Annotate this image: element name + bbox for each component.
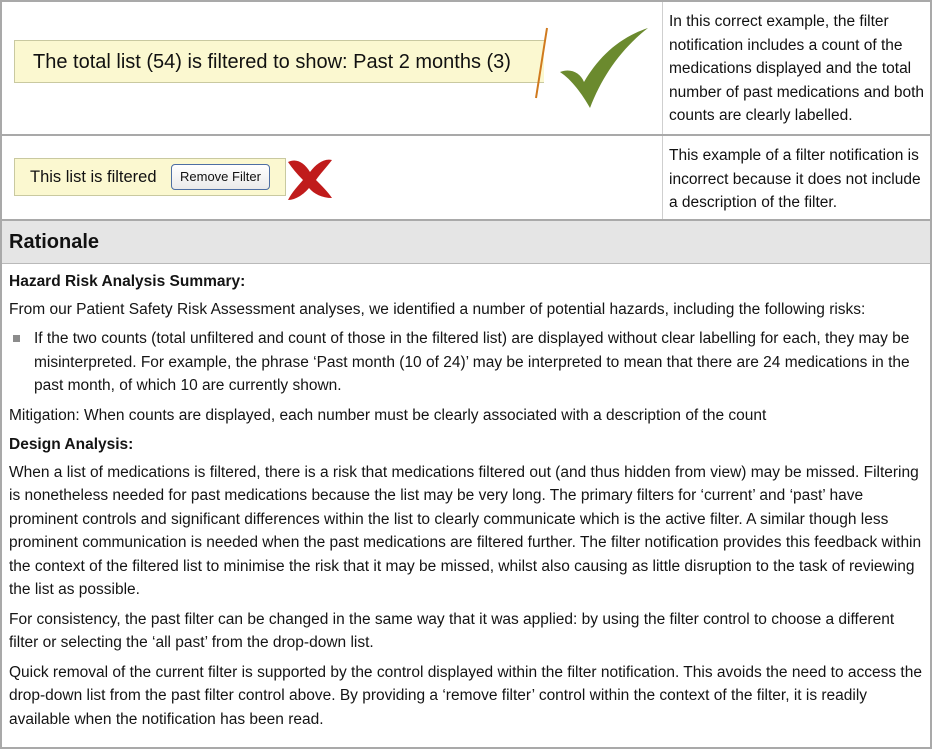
design-paragraph-1: When a list of medications is filtered, there is a risk that medications filtered out (and thus hidden from view) may be missed. Filtering is nonetheless needed for past medications because the list may be very long. The primary filters for ‘current’ and ‘past’ have prominent controls and significant differences within the list to clearly communicate which is the active filter. A similar though less prominent communication is needed when the past medications are filtered further. The filter notification provides this feedback within the context of the filtered list to minimise the risk that it may be missed, whilst also causing as little disruption to the task of reviewing the list as possible. [9, 463, 922, 598]
check-icon [558, 24, 650, 112]
remove-filter-button[interactable]: Remove Filter [171, 164, 270, 190]
cross-icon [282, 154, 338, 202]
incorrect-example-cell [2, 136, 663, 219]
correct-filter-notification: The total list (54) is filtered to show: Past 2 months (3) [14, 40, 544, 83]
incorrect-example-row [2, 136, 930, 221]
design-heading: Design Analysis: [9, 436, 134, 453]
incorrect-filter-notification [14, 158, 286, 196]
torn-edge-icon [532, 24, 552, 104]
hazard-bullet-text: If the two counts (total unfiltered and count of those in the filtered list) are displayed without clear labelling for each, they may be misinterpreted. For example, the phrase ‘Past month (10 of 24)’ may be interpreted to mean that there are 24 medications in the past month, of which 10 are currently shown. [34, 330, 910, 394]
filter-status-text: This list is filtered [30, 168, 157, 186]
design-paragraph-3: Quick removal of the current filter is supported by the control displayed within the filter notification. This avoids the need to access the drop-down list from the past filter control above. By providing a ‘remove filter’ control within the context of the filter, it is readily available when the notification has been read. [9, 663, 922, 728]
hazard-heading: Hazard Risk Analysis Summary: [9, 273, 246, 290]
rationale-body [9, 264, 925, 737]
hazard-intro: From our Patient Safety Risk Assessment analyses, we identified a number of potential hazards, including the following risks: [9, 300, 866, 318]
rationale-title: Rationale [9, 231, 100, 253]
correct-example-caption: In this correct example, the filter notification includes a count of the medications displayed and the total number of past medications and both counts are clearly labelled. [669, 13, 925, 124]
design-paragraph-2: For consistency, the past filter can be changed in the same way that it was applied: by using the filter control to choose a different filter or selecting the ‘all past’ from the drop-down list. [9, 610, 895, 651]
correct-example-row [2, 2, 930, 136]
incorrect-example-caption-cell [663, 136, 930, 219]
bullet-square-icon [13, 335, 20, 342]
mitigation-text: Mitigation: When counts are displayed, each number must be clearly associated with a description of the count [9, 406, 767, 424]
correct-example-cell [2, 2, 663, 134]
hazard-bullet-item [9, 327, 925, 398]
rationale-header [2, 221, 930, 264]
correct-example-caption-cell [663, 2, 930, 134]
incorrect-example-caption: This example of a filter notification is incorrect because it does not include a description of the filter. [669, 147, 921, 211]
